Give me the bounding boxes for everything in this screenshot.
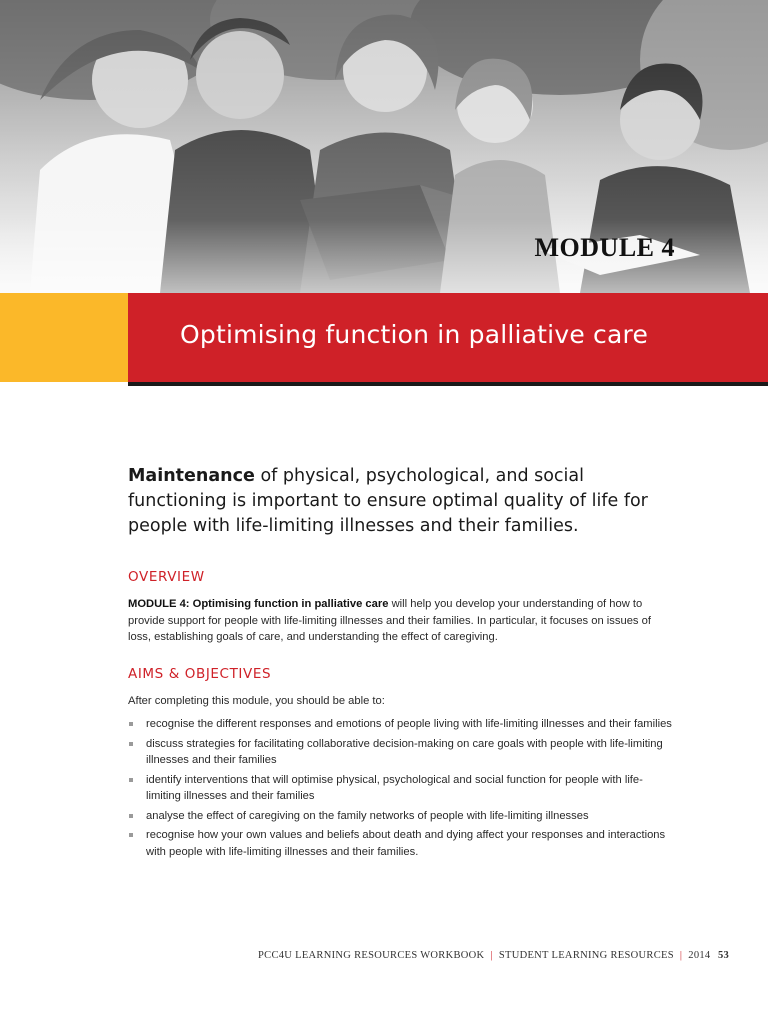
- page-number: 53: [718, 950, 730, 961]
- list-item: [128, 772, 673, 805]
- bullet-icon: [129, 742, 133, 746]
- page-footer: [0, 950, 768, 966]
- aim-text: recognise how your own values and beliefs about death and dying affect your responses and interactions with people with life-limiting illnesses and their families.: [146, 829, 666, 858]
- bullet-icon: [129, 814, 133, 818]
- intro-rest: of physical, psychological, and social functioning is important to ensure optimal quality of life for people with life-limiting illnesses and their families.: [128, 466, 648, 536]
- footer-separator: |: [679, 950, 683, 961]
- overview-paragraph: [128, 596, 668, 646]
- footer-workbook: PCC4U LEARNING RESOURCES WORKBOOK: [258, 950, 485, 961]
- list-item: [128, 827, 673, 860]
- band-underline-rule: [128, 382, 768, 386]
- overview-rest: will help you develop your understanding of how to provide support for people with life-limiting illnesses and their families. In particular, it focuses on issues of loss, establishing goals of care, and understanding the effect of caregiving.: [128, 598, 651, 643]
- aim-text: analyse the effect of caregiving on the family networks of people with life-limiting illnesses: [146, 809, 589, 822]
- band-accent-yellow: [0, 293, 128, 382]
- bullet-icon: [129, 722, 133, 726]
- aims-list: [128, 716, 673, 863]
- hero-photo: [0, 0, 768, 293]
- footer-separator: |: [490, 950, 493, 961]
- aim-text: recognise the different responses and emotions of people living with life-limiting illnesses and their families: [146, 718, 672, 730]
- list-item: [128, 716, 673, 733]
- aim-text: identify interventions that will optimise physical, psychological and social function for people with life-limiting illnesses and their families: [146, 773, 643, 802]
- aims-heading: AIMS & OBJECTIVES: [128, 666, 272, 682]
- aims-intro: After completing this module, you should be able to:: [128, 695, 385, 707]
- overview-lead: MODULE 4: Optimising function in palliative care: [128, 598, 389, 610]
- title-band: [0, 293, 768, 382]
- footer-credits: [258, 950, 710, 961]
- intro-statement: [128, 464, 688, 539]
- list-item: [128, 808, 673, 825]
- list-item: [128, 736, 673, 769]
- intro-lead: Maintenance: [128, 466, 255, 486]
- bullet-icon: [129, 833, 133, 837]
- footer-resources: STUDENT LEARNING RESOURCES: [498, 950, 674, 961]
- module-number-label: MODULE 4: [534, 233, 675, 262]
- overview-heading: OVERVIEW: [128, 569, 205, 585]
- aim-text: discuss strategies for facilitating collaborative decision-making on care goals with people with life-limiting illnesses and their families: [146, 737, 663, 766]
- footer-year: 2014: [688, 950, 711, 961]
- bullet-icon: [129, 778, 133, 782]
- module-title: Optimising function in palliative care: [180, 320, 649, 349]
